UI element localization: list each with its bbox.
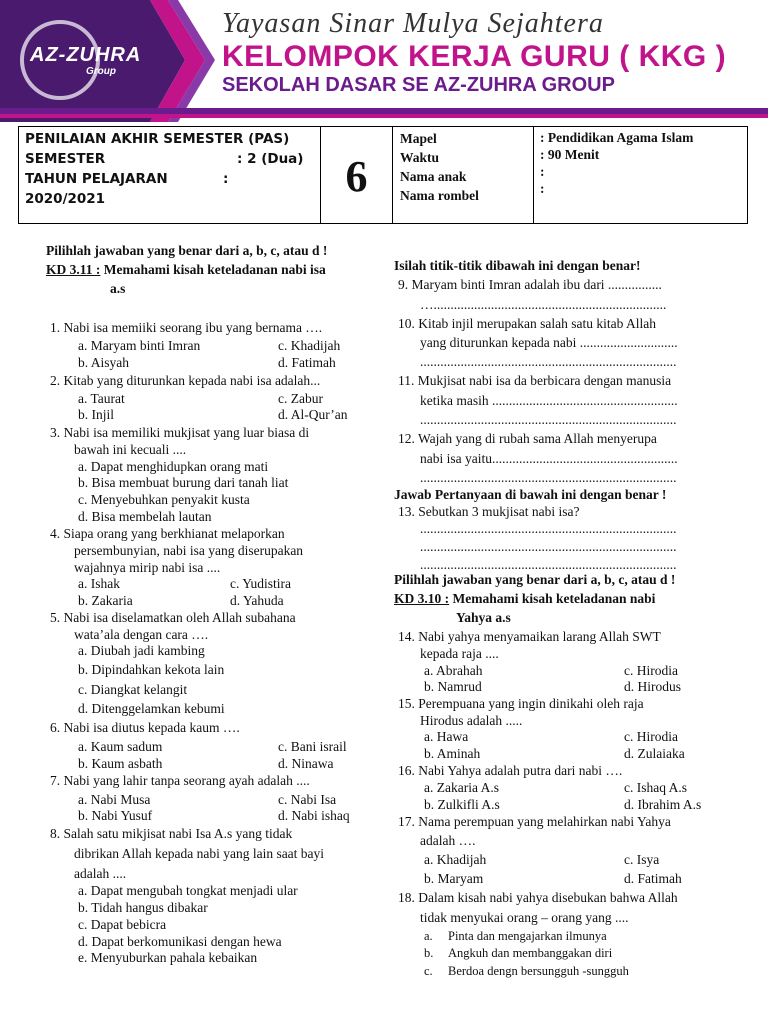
q2-option-b: b. Injil (78, 407, 114, 422)
q18-option-a: Pinta dan mengajarkan ilmunya (448, 929, 607, 943)
q6-option-d: d. Ninawa (278, 756, 334, 771)
q18-option-c: Berdoa dengn bersungguh -sungguh (448, 964, 629, 978)
right-kd-text: Memahami kisah keteladanan nabi (449, 591, 656, 606)
nama-label: Nama anak (400, 169, 467, 184)
q8-option-a: a. Dapat mengubah tongkat menjadi ular (78, 883, 298, 898)
nama-value: : (540, 164, 545, 179)
semester-row (25, 149, 314, 169)
q18-option-c-letter: c. (424, 964, 433, 978)
q14-option-d: d. Hirodus (624, 679, 681, 694)
tahun-row (25, 169, 314, 189)
logo-sub: Group (86, 66, 116, 77)
right-instruction-2: Jawab Pertanyaan di bawah ini dengan benar ! (394, 487, 667, 502)
waktu-label: Waktu (400, 150, 440, 165)
right-kd-text2: Yahya a.s (456, 610, 511, 625)
q3-line2: bawah ini kecuali .... (74, 442, 187, 457)
q3-option-d: d. Bisa membelah lautan (78, 509, 212, 524)
q16: 16. Nabi Yahya adalah putra dari nabi …. (398, 763, 623, 778)
q16-option-b: b. Zulkifli A.s (424, 797, 500, 812)
q4-line3: wajahnya mirip nabi isa .... (74, 560, 221, 575)
q3-option-c: c. Menyebuhkan penyakit kusta (78, 492, 250, 507)
q17-option-b: b. Maryam (424, 871, 484, 886)
q6-option-c: c. Bani israil (278, 739, 347, 754)
q18-option-b: Angkuh dan membanggakan diri (448, 946, 613, 960)
q14-line2: kepada raja .... (420, 646, 499, 661)
q9: 9. Maryam binti Imran adalah ibu dari ................ (398, 277, 662, 292)
grade-cell (321, 127, 393, 223)
q6-option-a: a. Kaum sadum (78, 739, 163, 754)
q11: 11. Mukjisat nabi isa da berbicara dengan manusia (398, 373, 672, 388)
q7-option-c: c. Nabi Isa (278, 792, 337, 807)
q4-option-d: d. Yahuda (230, 593, 284, 608)
q3: 3. Nabi isa memiliki mukjisat yang luar biasa di (50, 425, 310, 440)
q17-option-c: c. Isya (624, 852, 660, 867)
q1-option-b: b. Aisyah (78, 355, 130, 370)
q5-option-d: d. Ditenggelamkan kebumi (78, 701, 225, 716)
q9-line2: …..................................................................... (420, 297, 667, 312)
q2: 2. Kitab yang diturunkan kepada nabi isa adalah... (50, 373, 321, 388)
q16-option-a: a. Zakaria A.s (424, 780, 499, 795)
header-banner (0, 0, 768, 122)
left-instruction: Pilihlah jawaban yang benar dari a, b, c, atau d ! (46, 243, 328, 258)
q17-option-d: d. Fatimah (624, 871, 682, 886)
q11-line3: ............................................................................ (420, 412, 677, 427)
q15-line2: Hirodus adalah ..... (420, 713, 523, 728)
q17-option-a: a. Khadijah (424, 852, 487, 867)
q13-line3: ............................................................................ (420, 539, 677, 554)
q6: 6. Nabi isa diutus kepada kaum …. (50, 720, 240, 735)
q5: 5. Nabi isa diselamatkan oleh Allah subahana (50, 610, 296, 625)
right-kd-code: KD 3.10 : (394, 591, 450, 606)
q5-option-c: c. Diangkat kelangit (78, 682, 188, 697)
q3-option-b: b. Bisa membuat burung dari tanah liat (78, 475, 289, 490)
q4-option-a: a. Ishak (78, 576, 120, 591)
q8-option-c: c. Dapat bebicra (78, 917, 167, 932)
q4-option-b: b. Zakaria (78, 593, 133, 608)
q15-option-a: a. Hawa (424, 729, 469, 744)
q17-line2: adalah …. (420, 833, 476, 848)
q5-option-b: b. Dipindahkan kekota lain (78, 662, 225, 677)
exam-info-table (18, 126, 748, 224)
q4-option-c: c. Yudistira (230, 576, 291, 591)
q8-option-d: d. Dapat berkomunikasi dengan hewa (78, 934, 282, 949)
q5-line2: wata’ala dengan cara …. (74, 627, 209, 642)
q16-option-d: d. Ibrahim A.s (624, 797, 702, 812)
q3-option-a: a. Dapat menghidupkan orang mati (78, 459, 269, 474)
tahun-value: 2020/2021 (25, 191, 106, 207)
left-kd (46, 262, 326, 278)
q13-line4: ............................................................................ (420, 557, 677, 572)
school-title: SEKOLAH DASAR SE AZ-ZUHRA GROUP (222, 74, 615, 96)
q17: 17. Nama perempuan yang melahirkan nabi Yahya (398, 814, 671, 829)
q7-option-b: b. Nabi Yusuf (78, 808, 153, 823)
foundation-name: Yayasan Sinar Mulya Sejahtera (222, 8, 604, 39)
q14-option-a: a. Abrahah (424, 663, 483, 678)
q2-option-c: c. Zabur (278, 391, 323, 406)
q1-option-d: d. Fatimah (278, 355, 336, 370)
q2-option-d: d. Al-Qur’an (278, 407, 348, 422)
right-instruction-3: Pilihlah jawaban yang benar dari a, b, c, atau d ! (394, 572, 676, 587)
q14-option-b: b. Namrud (424, 679, 482, 694)
q18-option-a-letter: a. (424, 929, 433, 943)
left-kd-text2: a.s (110, 281, 126, 296)
q18: 18. Dalam kisah nabi yahya disebukan bahwa Allah (398, 890, 678, 905)
tahun-label: TAHUN PELAJARAN (25, 171, 168, 187)
q1-option-a: a. Maryam binti Imran (78, 338, 201, 353)
mapel-value: : Pendidikan Agama Islam (540, 130, 694, 145)
q7-option-a: a. Nabi Musa (78, 792, 151, 807)
q8-line2: dibrikan Allah kepada nabi yang lain saat bayi (74, 846, 325, 861)
q14-option-c: c. Hirodia (624, 663, 678, 678)
left-kd-code: KD 3.11 : (46, 262, 101, 277)
q10-line3: ............................................................................ (420, 354, 677, 369)
right-kd (394, 591, 655, 607)
q15-option-d: d. Zulaiaka (624, 746, 685, 761)
left-kd-text: Memahami kisah keteladanan nabi isa (100, 262, 326, 277)
q8-option-b: b. Tidah hangus dibakar (78, 900, 208, 915)
q7: 7. Nabi yang lahir tanpa seorang ayah adalah .... (50, 773, 310, 788)
q2-option-a: a. Taurat (78, 391, 125, 406)
exam-info-values (533, 127, 749, 223)
q12-line3: ............................................................................ (420, 470, 677, 485)
q7-option-d: d. Nabi ishaq (278, 808, 350, 823)
pas-title: PENILAIAN AKHIR SEMESTER (PAS) (25, 131, 290, 147)
kkg-title: KELOMPOK KERJA GURU ( KKG ) (222, 40, 727, 73)
q10-line2: yang diturunkan kepada nabi ............................. (420, 335, 678, 350)
q18-option-b-letter: b. (424, 946, 434, 960)
exam-info-left (19, 127, 321, 223)
rombel-label: Nama rombel (400, 188, 479, 203)
q16-option-c: c. Ishaq A.s (624, 780, 687, 795)
q8: 8. Salah satu mikjisat nabi Isa A.s yang tidak (50, 826, 293, 841)
q11-line2: ketika masih ....................................................... (420, 393, 678, 408)
q1-option-c: c. Khadijah (278, 338, 341, 353)
semester-value: : 2 (Dua) (237, 151, 304, 167)
q4: 4. Siapa orang yang berkhianat melaporkan (50, 526, 285, 541)
mapel-label: Mapel (400, 131, 437, 146)
tahun-colon: : (223, 171, 229, 187)
exam-info-labels (393, 127, 533, 223)
q15-option-c: c. Hirodia (624, 729, 678, 744)
q15: 15. Perempuana yang ingin dinikahi oleh raja (398, 696, 644, 711)
q14: 14. Nabi yahya menyamaikan larang Allah SWT (398, 629, 661, 644)
q10: 10. Kitab injil merupakan salah satu kitab Allah (398, 316, 656, 331)
q1: 1. Nabi isa memiiki seorang ibu yang bernama …. (50, 320, 323, 335)
q8-option-e: e. Menyuburkan pahala kebaikan (78, 950, 258, 965)
rombel-value: : (540, 181, 545, 196)
right-instruction-1: Isilah titik-titik dibawah ini dengan benar! (394, 258, 641, 273)
q13-line2: ............................................................................ (420, 521, 677, 536)
q18-line2: tidak menyukai orang – orang yang .... (420, 910, 629, 925)
logo-text: AZ-ZUHRA (30, 44, 142, 66)
q13: 13. Sebutkan 3 mukjisat nabi isa? (398, 504, 580, 519)
semester-label: SEMESTER (25, 151, 106, 167)
q4-line2: persembunyian, nabi isa yang diserupakan (74, 543, 304, 558)
q12-line2: nabi isa yaitu....................................................... (420, 451, 678, 466)
q8-line3: adalah .... (74, 866, 127, 881)
grade-number: 6 (345, 152, 368, 201)
q5-option-a: a. Diubah jadi kambing (78, 643, 205, 658)
q12: 12. Wajah yang di rubah sama Allah menyerupa (398, 431, 657, 446)
waktu-value: : 90 Menit (540, 147, 600, 162)
q15-option-b: b. Aminah (424, 746, 481, 761)
q6-option-b: b. Kaum asbath (78, 756, 163, 771)
